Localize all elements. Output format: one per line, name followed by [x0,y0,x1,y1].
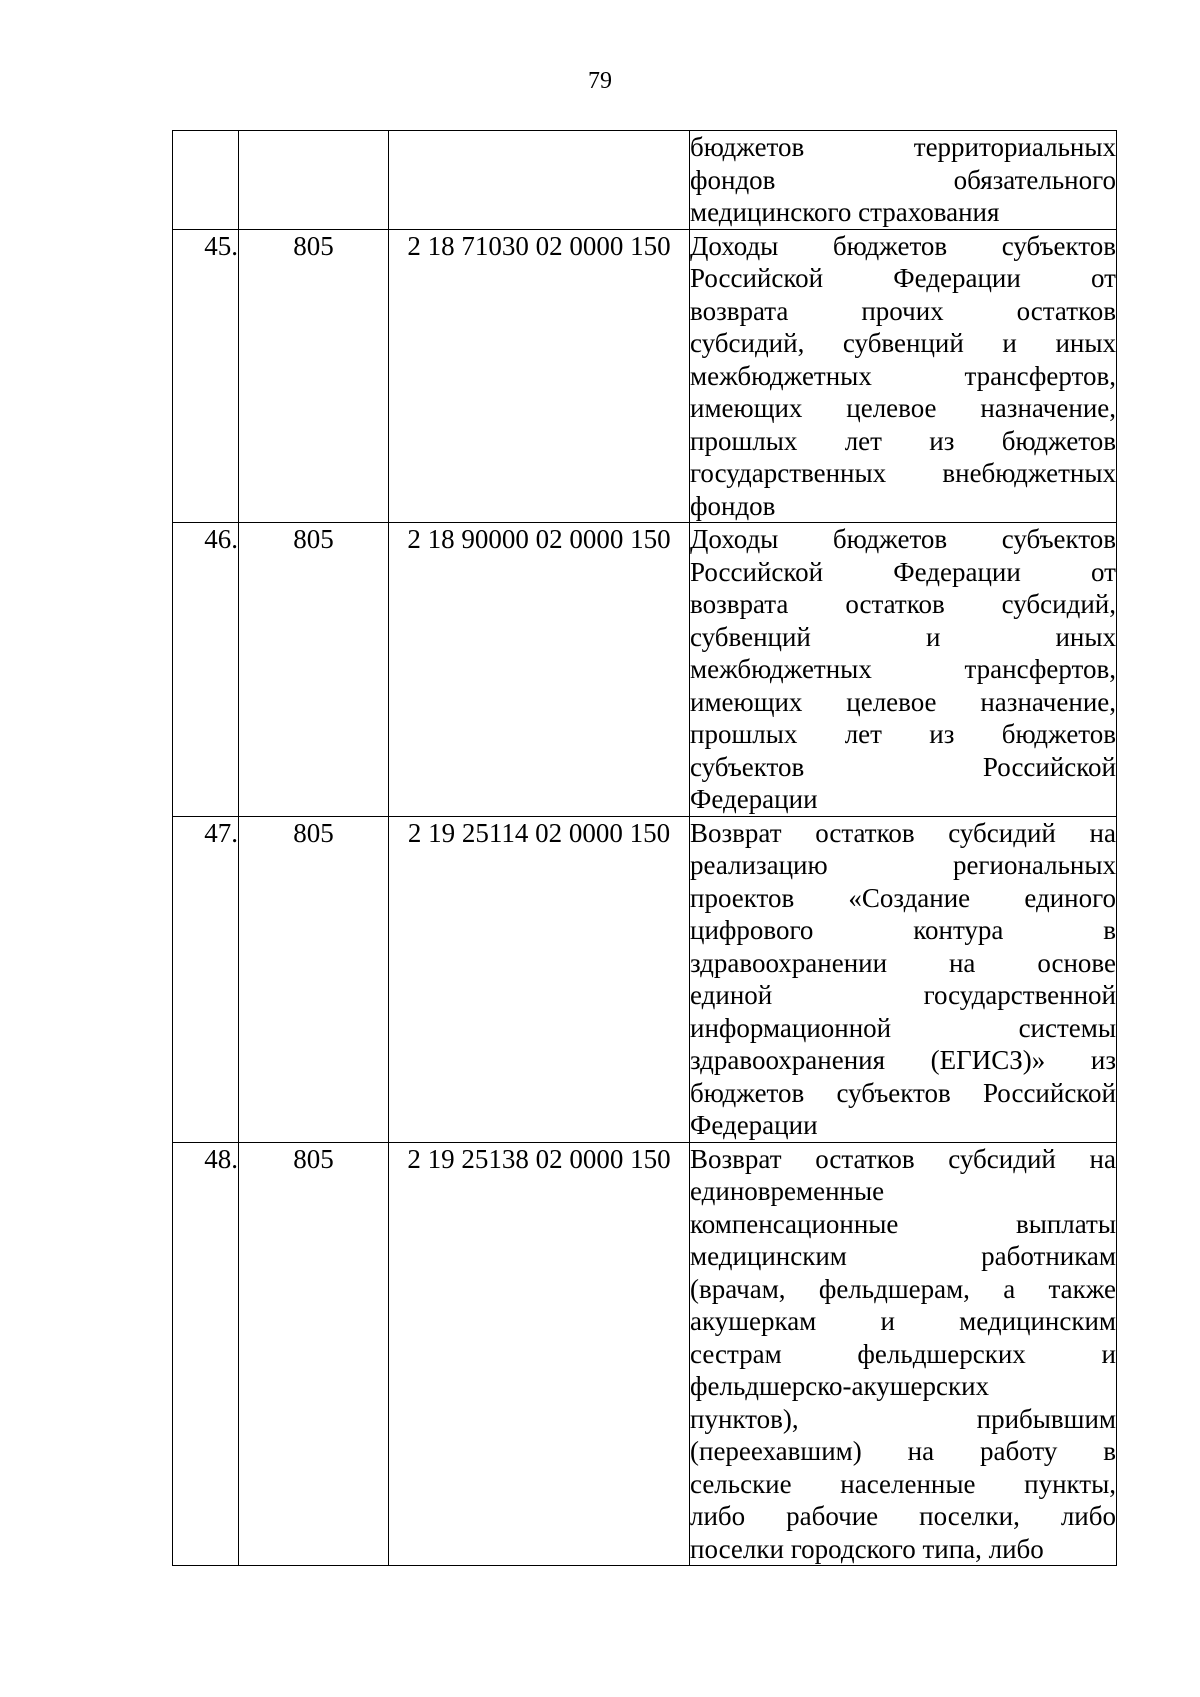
income-name-line: Российской Федерации от [690,556,1116,587]
income-name-line: сельские населенные пункты, [690,1468,1116,1499]
income-name-cell [690,1142,1117,1566]
row-number-cell: 45. [173,229,239,523]
income-name-cell [690,523,1117,817]
page-number: 79 [588,68,612,94]
income-name-line: единой государственной [690,980,1116,1010]
admin-code-cell: 805 [239,523,389,817]
table-row [173,816,1117,1142]
kbk-code-cell: 2 19 25138 02 0000 150 [389,1142,690,1566]
income-name-line: здравоохранении на основе [690,947,1116,978]
income-name-line: межбюджетных трансфертов, [690,654,1116,684]
admin-code-cell: 805 [239,816,389,1142]
income-name-line: информационной системы [690,1012,1116,1043]
income-name-line: реализацию региональных [690,850,1116,880]
income-name-line: субсидий, субвенций и иных [690,328,1116,358]
income-name-cell [690,229,1117,523]
income-name-line: субвенций и иных [690,621,1116,652]
income-name-line: акушеркам и медицинским [690,1306,1116,1336]
income-name-line: Доходы бюджетов субъектов [690,230,1116,261]
income-name-line: имеющих целевое назначение, [690,393,1116,423]
table-row [173,131,1117,230]
budget-codes-table [172,130,1117,1566]
income-name-line: возврата прочих остатков [690,295,1116,326]
income-name-line: сестрам фельдшерских и [690,1338,1116,1369]
income-name-line: цифрового контура в [690,915,1116,945]
income-name-line: либо рабочие поселки, либо [690,1501,1116,1531]
kbk-code-cell: 2 18 71030 02 0000 150 [389,229,690,523]
income-name-line: имеющих целевое назначение, [690,686,1116,717]
table-row [173,523,1117,817]
income-name-line: Федерации [690,1110,818,1140]
income-name-line: Возврат остатков субсидий на [690,1143,1116,1174]
row-number-cell [173,131,239,230]
income-name-line: (переехавшим) на работу в [690,1436,1116,1466]
income-name-line: прошлых лет из бюджетов [690,425,1116,456]
income-name-line: фондов [690,490,776,521]
income-name-line: прошлых лет из бюджетов [690,719,1116,749]
income-name-line: медицинского страхования [690,197,1000,227]
income-name-line: проектов «Создание единого [690,882,1116,913]
income-name-line: субъектов Российской [690,751,1116,782]
income-name-line: бюджетов субъектов Российской [690,1077,1116,1108]
income-name-line: фельдшерско-акушерских [690,1371,990,1401]
income-name-line: Доходы бюджетов субъектов [690,524,1116,554]
income-name-line: возврата остатков субсидий, [690,589,1116,619]
kbk-code-cell: 2 18 90000 02 0000 150 [389,523,690,817]
row-number-cell: 47. [173,816,239,1142]
income-name-line: Федерации [690,784,818,814]
income-name-line: медицинским работникам [690,1241,1116,1271]
income-name-line: бюджетов территориальных [690,132,1116,162]
income-name-line: межбюджетных трансфертов, [690,360,1116,391]
income-name-line: (врачам, фельдшерам, а также [690,1273,1116,1304]
admin-code-cell: 805 [239,1142,389,1566]
table-row [173,1142,1117,1566]
row-number-cell: 46. [173,523,239,817]
income-name-line: компенсационные выплаты [690,1208,1116,1239]
income-name-line: единовременные [690,1176,885,1206]
admin-code-cell: 805 [239,229,389,523]
row-number-cell: 48. [173,1142,239,1566]
income-name-line: поселки городского типа, либо [690,1533,1044,1564]
admin-code-cell [239,131,389,230]
income-name-line: здравоохранения (ЕГИСЗ)» из [690,1045,1116,1075]
table-row [173,229,1117,523]
income-name-line: пунктов), прибывшим [690,1403,1116,1434]
kbk-code-cell [389,131,690,230]
kbk-code-cell: 2 19 25114 02 0000 150 [389,816,690,1142]
income-name-cell [690,816,1117,1142]
income-name-cell [690,131,1117,230]
income-name-line: фондов обязательного [690,164,1116,195]
income-name-line: государственных внебюджетных [690,458,1116,488]
income-name-line: Российской Федерации от [690,263,1116,293]
income-name-line: Возврат остатков субсидий на [690,817,1116,848]
